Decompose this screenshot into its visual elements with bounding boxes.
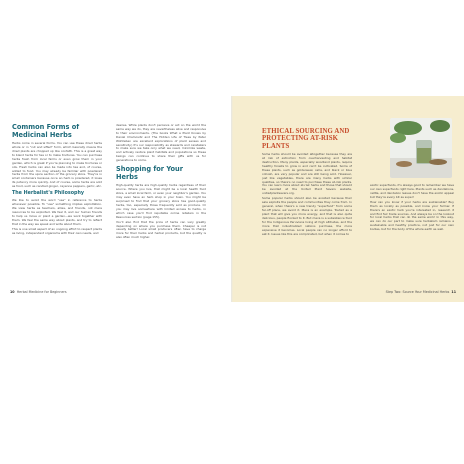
ethical-paragraph-2: Some popular herbs should also be avoided because their sale exploits the people and communities they come from. In general, when there's a new trendy "superfood" from some far-off place, we avoid it. Maca is an example. Touted as a plant that will give you more energy, and that is also quite delicious, people flocked to it. But maca is a subsistence food for the Indigenous Peruvians living at high altitudes, and the more that industrialized nations purchase, the more expensive it becomes. Local people can no longer afford to eat it. Issues like this are complicated, but when it comes to [262,196,352,236]
subheading-herbalist-philosophy: The Herbalist's Philosophy [12,191,84,197]
sustainable-paragraph: How can you know if your herbs are sustainable? Buy them as locally as possible, and know your farmer. If there's an exotic herb you're interested in, research it and find fair trade sources. And always be on the lookout for local herbs that can do the same work! In this way, we can do our part to make sure herbalism remains a sustainable and healthy practice, not just for our own bodies, but for the body of the whole earth as well. [370,199,454,232]
right-footer [386,290,456,294]
page-number-right: 11 [451,290,456,294]
shopping-paragraph-2: You'll also find that the price of herbs can vary greatly depending on where you purchase them. Cheaper is not usually better! Local small producers often have to charge more for their herbs and herbal products, but the quality is also often much higher. [116,219,206,240]
left-column-2 [116,124,206,288]
book-gutter [231,96,233,302]
section-heading-common-forms: Common Forms of Medicinal Herbs [12,124,80,139]
section-heading-shopping: Shopping for Your Herbs [116,165,183,181]
intro-paragraph: Herbs come in several forms. You can use these dried herbs whole or in "cut and sifted" form, which basically means the dried plants are chopped up like confetti. This is a great way to blend herbs for tea or to make tinctures. You can purchase herbs fresh from local farms or even grow them in your garden, which is great if you're planning to make tinctures or oils. Fresh herbs can also be made into tea and, of course, added to food. You may already be familiar with powdered herbs from the spice section of the grocery store. They're in small containers because once an herb is powdered, it loses its potency more quickly. And of course, some herbs are sold as food, such as candied ginger, cayenne peppers, garlic, etc. [12,141,102,189]
page-number-left: 10 [10,290,15,294]
section-heading-ethical-sourcing: ETHICAL SOURCING AND PROTECTING AT-RISK PLANTS [262,128,350,150]
left-column-1 [12,124,102,288]
right-column-2 [370,184,454,288]
continued-paragraph: desires. While plants don't perceive or act on the world the same way we do, they are nevertheless alive and responsive to their environments. (The books What a Plant Knows by Daniel Chamovitz and The Hidden Life of Trees by Peter Wohlleben are excellent explorations of plant senses and sensitivity.) It's our responsibility as stewards and caretakers to make sure we take only what we need, minimize waste, and actively restore plant habitats and populations so these beings can continue to share their gifts with us for generations to come. [116,124,206,163]
right-column-1 [262,128,352,288]
philosophy-closing-paragraph: This is one small aspect of an ongoing effort to respect plants as living, independent organisms with their own needs, and [12,226,102,235]
herbal-tea-photo-icon [390,118,452,178]
ethical-paragraph-1: Some herbs should be avoided altogether because they are at risk of extinction from overharvesting and habitat destruction. Many plants, especially woodland plants, require healthy forests to grow in and can't be cultivated. Some of these plants, such as goldenseal, osha, and black or blue cohosh, are very popular and are still being sold. However, just like vegetables, there are many herbs with similar qualities, so there's no need to purchase these at-risk plants. You can learn more about at-risk herbs and those that should be avoided at the United Plant Savers website, unitedplantsavers.org. [262,152,352,196]
philosophy-paragraph: We like to avoid the word "use" in reference to herbs whenever possible. To "use" something implies exploitation. We view herbs as teachers, allies, and friends, not mere resources to be exploited. We feel it, and our human friends to help us move or plant a garden—we work together with them. We feel the same way about plants, and try to reflect that in the way we speak and write about them. [12,198,102,226]
superfood-paragraph: exotic superfoods, it's always good to remember we have our own superfoods right here. Plants such as dandelions, nettle, and dandelion leaves don't have the exotic appeal but they're every bit as super! [370,184,454,199]
running-title-left: Herbal Medicine for Beginners [16,290,67,294]
running-title-right: Step Two: Source Your Medicinal Herbs [385,290,450,294]
left-footer [10,290,67,294]
shopping-paragraph-1: High-quality herbs are high-quality herbs regardless of their source. Where you live, that might be a local health food store, a small local farm, or even your neighbor's garden. You may even have an herb shop in your town. You might be surprised to find that your grocery store has good-quality herbs, too, especially those frequently sold as produce. Or you may live somewhere with limited access to herbs, in which case you'll find reputable online retailers in the Resources section (page 155). [116,183,206,219]
